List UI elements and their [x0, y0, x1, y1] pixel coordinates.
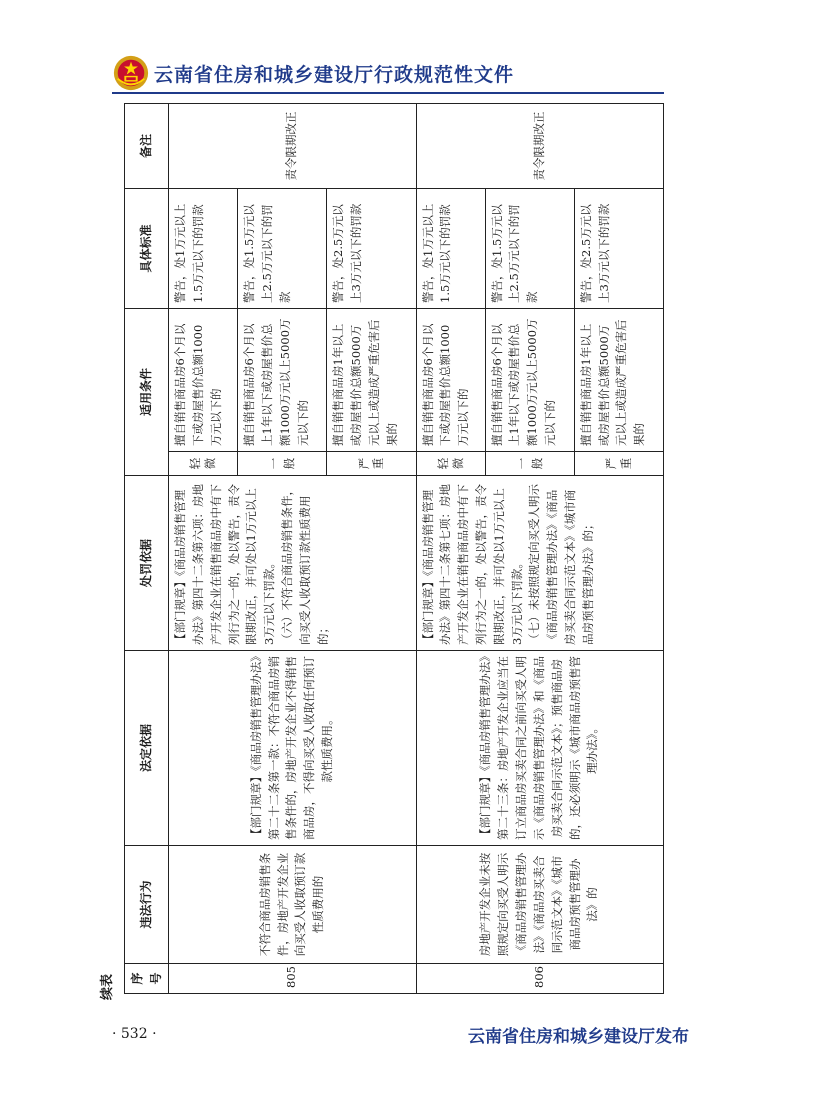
level-cell: 严重 — [327, 452, 416, 476]
table-header-row — [125, 103, 169, 993]
table-row — [169, 103, 238, 993]
page-header — [112, 54, 712, 94]
national-emblem-icon — [112, 54, 150, 92]
col-legal-basis: 法定依据 — [125, 651, 169, 846]
condition-cell: 擅自销售商品房6个月以下或房屋售价总额1000万元以下的 — [169, 308, 238, 451]
penalty-table — [124, 103, 664, 994]
level-cell: 轻微 — [169, 452, 238, 476]
legal-basis-cell: 【部门规章】《商品房销售管理办法》第二十二条第一款：不符合商品房销售条件的，房地产开发企业不得销售商品房，不得向买受人收取任何预订款性质费用。 — [169, 651, 416, 846]
penalty-basis-cell: 【部门规章】《商品房销售管理办法》第四十二条第六项：房地产开发企业在销售商品房中有下列行为之一的，处以警告，责令限期改正，并可处以1万元以上3万元以下罚款。 （六）不符合商品房销售条件，向买受人收取预订款性质费用的； — [169, 476, 416, 651]
col-conditions: 适用条件 — [125, 308, 169, 475]
page-title: 云南省住房和城乡建设厅行政规范性文件 — [154, 64, 515, 86]
continued-label: 续表 — [100, 973, 115, 1000]
condition-cell: 擅自销售商品房6个月以下或房屋售价总额1000万元以下的 — [416, 308, 485, 451]
behavior-cell: 不符合商品房销售条件，房地产开发企业向买受人收取预订款性质费用的 — [169, 846, 416, 964]
page-number: · 532 · — [112, 1026, 157, 1042]
level-cell: 一般 — [238, 452, 327, 476]
standard-cell: 警告，处1.5万元以上2.5万元以下的罚款 — [238, 188, 327, 308]
col-penalty-basis: 处罚依据 — [125, 476, 169, 651]
table-container — [124, 104, 664, 994]
standard-cell: 警告，处1万元以上1.5万元以下的罚款 — [169, 188, 238, 308]
standard-cell: 警告，处2.5万元以上3万元以下的罚款 — [574, 188, 663, 308]
seq-cell: 806 — [416, 964, 663, 994]
legal-basis-cell: 【部门规章】《商品房销售管理办法》第二十三条：房地产开发企业应当在订立商品房买卖合同之前向买受人明示《商品房销售管理办法》和《商品房买卖合同示范文本》；预售商品房的，还必须明示《城市商品房预售管理办法》。 — [416, 651, 663, 846]
behavior-cell: 房地产开发企业未按照规定向买受人明示《商品房销售管理办法》《商品房买卖合同示范文本》《城市商品房预售管理办法》的 — [416, 846, 663, 964]
condition-cell: 擅自销售商品房6个月以上1年以下或房屋售价总额1000万元以上5000万元以下的 — [485, 308, 574, 451]
col-behavior: 违法行为 — [125, 846, 169, 964]
remarks-cell: 责令限期改正 — [416, 103, 663, 188]
seq-cell: 805 — [169, 964, 416, 994]
col-seq: 序号 — [125, 964, 169, 994]
header-divider — [112, 92, 664, 94]
publisher-footer: 云南省住房和城乡建设厅发布 — [468, 1027, 689, 1047]
level-cell: 一般 — [485, 452, 574, 476]
standard-cell: 警告，处2.5万元以上3万元以下的罚款 — [327, 188, 416, 308]
level-cell: 轻微 — [416, 452, 485, 476]
condition-cell: 擅自销售商品房1年以上或房屋售价总额5000万元以上或造成严重危害后果的 — [574, 308, 663, 451]
table-row — [416, 103, 485, 993]
level-cell: 严重 — [574, 452, 663, 476]
col-remarks: 备注 — [125, 103, 169, 188]
penalty-basis-cell: 【部门规章】《商品房销售管理办法》第四十二条第七项：房地产开发企业在销售商品房中有下列行为之一的，处以警告，责令限期改正，并可处以1万元以上3万元以下罚款。 （七）未按照规定向买受人明示《商品房销售管理办法》《商品房买卖合同示范文本》《城市商品房预售管理办法》的； — [416, 476, 663, 651]
condition-cell: 擅自销售商品房6个月以上1年以下或房屋售价总额1000万元以上5000万元以下的 — [238, 308, 327, 451]
col-standard: 具体标准 — [125, 188, 169, 308]
condition-cell: 擅自销售商品房1年以上或房屋售价总额5000万元以上或造成严重危害后果的 — [327, 308, 416, 451]
standard-cell: 警告，处1万元以上1.5万元以下的罚款 — [416, 188, 485, 308]
remarks-cell: 责令限期改正 — [169, 103, 416, 188]
standard-cell: 警告，处1.5万元以上2.5万元以下的罚款 — [485, 188, 574, 308]
